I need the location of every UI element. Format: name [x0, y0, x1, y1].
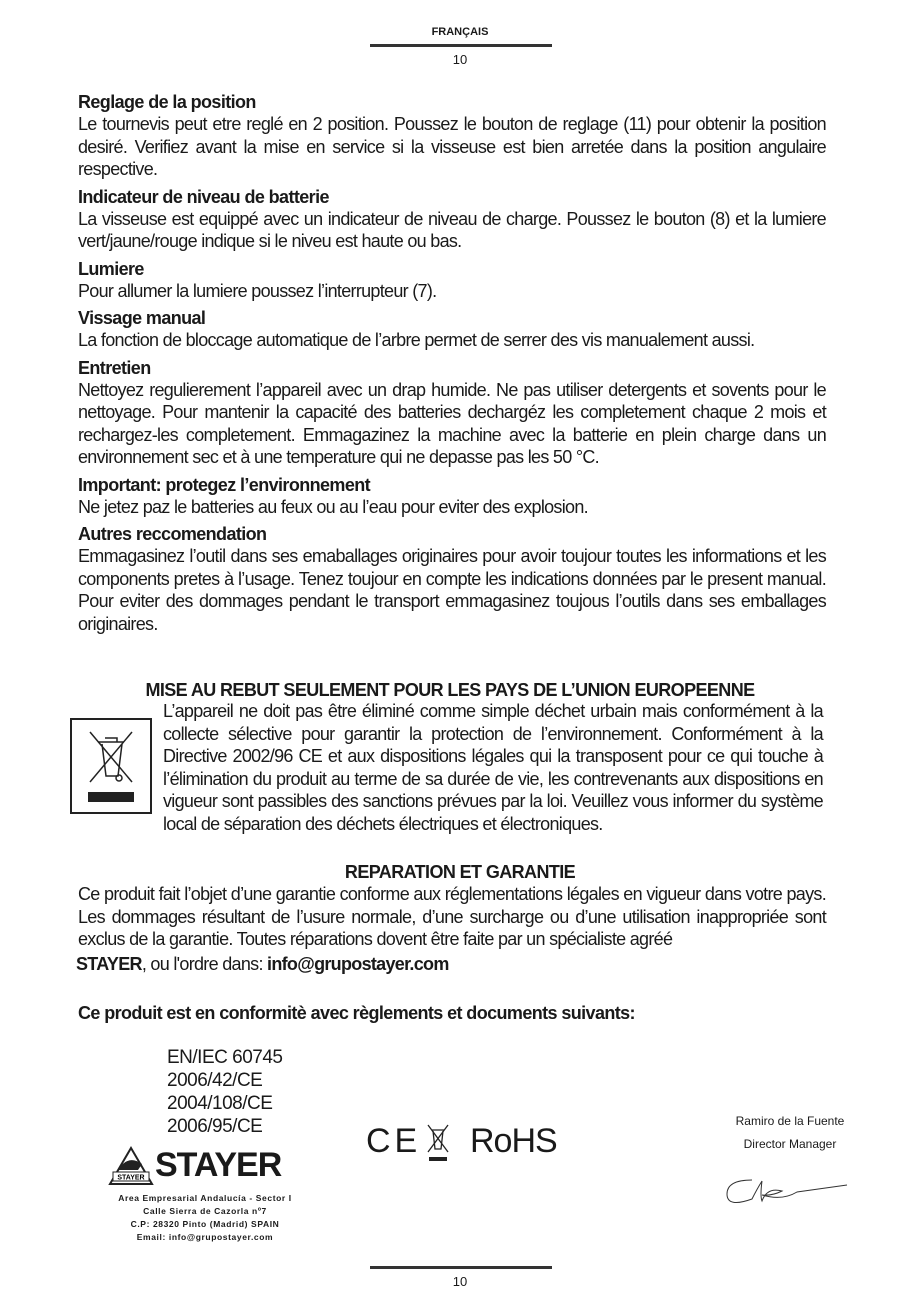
section-title: Reglage de la position: [78, 92, 256, 112]
section-title: Important: protegez l’environnement: [78, 474, 371, 495]
company-address: [100, 1192, 310, 1244]
weee-mark-icon: [425, 1122, 451, 1169]
section-text: Nettoyez regulierement l’appareil avec un drap humide. Ne pas utiliser detergents et sovents pour le nettoyage. Pour mantenir la capacité des batteries dechargéz les completement chaque 2 mois et rechargez-les completement. Emmagazinez la machine avec la batterie en plein charge dans un environnement sec et à une temperature qui ne depasse pas les 50 °C.: [78, 379, 826, 467]
signatory-name: Ramiro de la Fuente: [735, 1114, 845, 1128]
stayer-badge-logo: [108, 1146, 154, 1186]
section-battery: [78, 187, 826, 253]
rohs-mark: RoHS: [470, 1122, 557, 1160]
header-divider: [370, 44, 552, 47]
section-title: Indicateur de niveau de batterie: [78, 186, 329, 207]
standard: 2004/108/CE: [167, 1093, 273, 1114]
contact-email[interactable]: info@grupostayer.com: [267, 954, 449, 974]
section-manual: [78, 308, 826, 352]
section-light: [78, 259, 826, 303]
section-title: Autres reccomendation: [78, 524, 267, 544]
address-line: C.P: 28320 Pinto (Madrid) SPAIN: [130, 1219, 280, 1229]
signatory-role: Director Manager: [743, 1137, 837, 1151]
disposal-text: L’appareil ne doit pas être éliminé comme simple déchet urbain mais conformément à la collecte sélective pour garantir la protection de l’environnement. Conformément à la Directive 2002/96 CE et aux dispositions légales qui la transposent pour ce qui touche à l’élimination du produit au terme de sa durée de vie, les contrevenants aux dispositions en vigueur sont passibles des sanctions prévues par la loi. Veuillez vous informer du système local de séparation des déchets électriques et électroniques.: [163, 701, 823, 834]
brand-name: STAYER: [76, 954, 142, 974]
section-maintenance: [78, 358, 826, 469]
warranty-text: Ce produit fait l’objet d’une garantie conforme aux réglementations légales en vigueur dans votre pays. Les dommages résultant de l’usure normale, d’une surcharge ou d’une utilisation inappropriée sont exclus de la garantie. Toutes réparations dovent être faite par un spécialiste agréé: [78, 884, 826, 949]
section-environment: [78, 475, 826, 519]
address-line: Calle Sierra de Cazorla nº7: [143, 1206, 267, 1216]
standard: EN/IEC 60745: [167, 1047, 283, 1068]
section-title: Entretien: [78, 357, 151, 378]
section-position: [78, 92, 826, 181]
contact-mid: , ou l'ordre dans:: [141, 954, 268, 974]
standards-list: [167, 1046, 282, 1138]
section-text: Le tournevis peut etre reglé en 2 position. Poussez le bouton de reglage (11) pour obtenir la position desiré. Verifiez avant la mise en service si la visseuse est bien arretée dans la position angulaire respective.: [78, 114, 826, 179]
page-number-top: 10: [452, 52, 468, 67]
standard: 2006/95/CE: [167, 1116, 263, 1137]
page-number-bottom: 10: [452, 1274, 468, 1289]
stayer-logo-text: STAYER: [155, 1146, 282, 1184]
address-line: Email: info@grupostayer.com: [136, 1232, 274, 1242]
address-line: Area Empresarial Andalucía - Sector I: [118, 1193, 292, 1203]
warranty-contact: [76, 953, 449, 976]
section-text: La fonction de bloccage automatique de l’arbre permet de serrer des vis manualement aussi.: [78, 330, 755, 350]
section-text: Emmagasinez l’outil dans ses emaballages originaires pour avoir toujour toutes les informations et les components pretes à l’usage. Tenez toujour en compte les indications données par le present manual. Pour eviter des dommages pendant le transport emmagasinez toujous l’outils dans ses emballages originaires.: [78, 546, 826, 634]
section-text: Pour allumer la lumiere poussez l’interrupteur (7).: [78, 280, 437, 301]
badge-text: STAYER: [117, 1174, 145, 1182]
signature: [722, 1170, 852, 1215]
conformity-title: Ce produit est en conformitè avec règlements et documents suivants:: [78, 1003, 635, 1023]
language-header: FRANÇAIS: [431, 26, 489, 38]
section-text: Ne jetez paz le batteries au feux ou au l’eau pour eviter des explosion.: [78, 496, 588, 517]
section-title: Lumiere: [78, 258, 144, 279]
section-other: [78, 524, 826, 635]
instructions: [78, 92, 826, 641]
ce-mark: CE: [366, 1122, 422, 1160]
warranty-title: REPARATION ET GARANTIE: [344, 862, 576, 882]
weee-bin-icon: [70, 718, 152, 814]
standard: 2006/42/CE: [167, 1070, 263, 1091]
section-text: La visseuse est equippé avec un indicateur de niveau de charge. Poussez le bouton (8) et la lumiere vert/jaune/rouge indique si le niveu est haute ou bas.: [78, 208, 826, 251]
footer-divider: [370, 1266, 552, 1269]
disposal-title: MISE AU REBUT SEULEMENT POUR LES PAYS DE L’UNION EUROPEENNE: [145, 680, 755, 700]
section-title: Vissage manual: [78, 308, 206, 328]
